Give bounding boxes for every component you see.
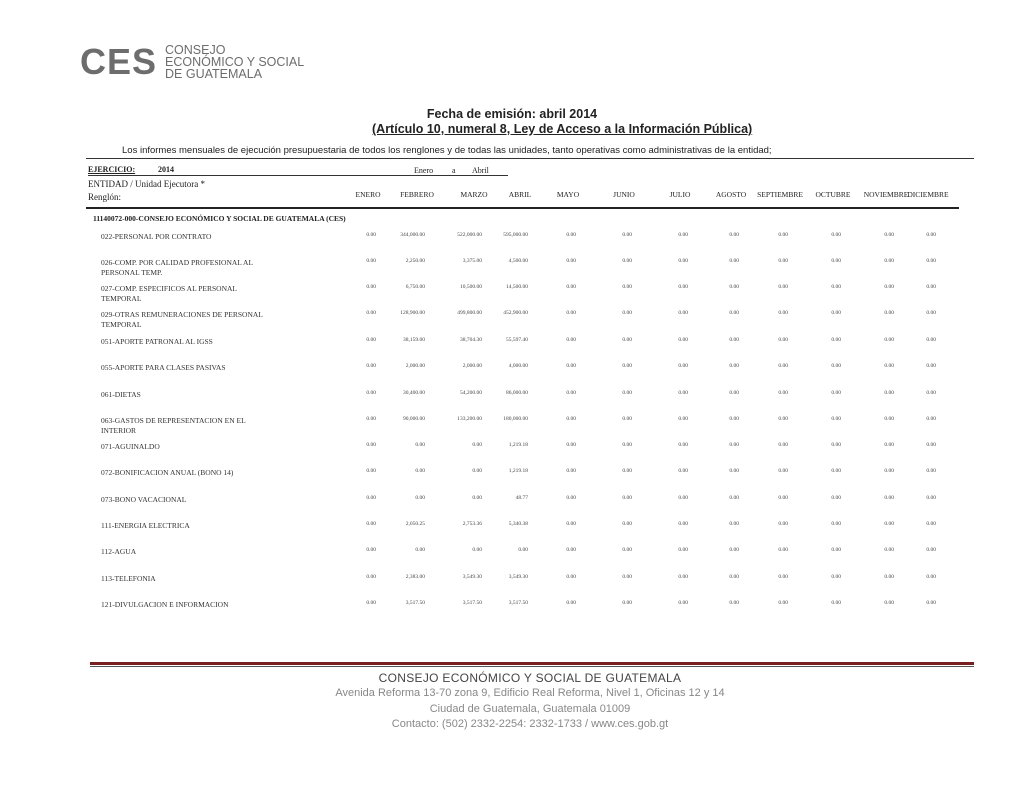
table-cell: 0.00 bbox=[678, 258, 688, 264]
table-cell: 0.00 bbox=[415, 468, 425, 474]
row-label: 022-PERSONAL POR CONTRATO bbox=[101, 232, 212, 241]
table-cell: 0.00 bbox=[366, 600, 376, 606]
table-cell: 0.00 bbox=[366, 284, 376, 290]
period-separator: a bbox=[452, 166, 456, 175]
table-cell: 3,549.30 bbox=[462, 574, 482, 580]
table-cell: 2,383.00 bbox=[405, 574, 425, 580]
table-cell: 128,900.00 bbox=[400, 310, 425, 316]
table-cell: 0.00 bbox=[366, 547, 376, 553]
table-cell: 0.00 bbox=[729, 390, 739, 396]
table-cell: 0.00 bbox=[622, 547, 632, 553]
table-cell: 0.00 bbox=[778, 547, 788, 553]
table-cell: 48.77 bbox=[515, 495, 528, 501]
table-row bbox=[0, 600, 1024, 609]
table-cell: 0.00 bbox=[729, 495, 739, 501]
table-cell: 0.00 bbox=[415, 442, 425, 448]
table-cell: 0.00 bbox=[831, 547, 841, 553]
table-cell: 0.00 bbox=[729, 337, 739, 343]
divider bbox=[86, 158, 974, 159]
table-cell: 0.00 bbox=[566, 284, 576, 290]
table-cell: 0.00 bbox=[566, 547, 576, 553]
table-cell: 0.00 bbox=[566, 600, 576, 606]
table-cell: 0.00 bbox=[884, 495, 894, 501]
footer-org: CONSEJO ECONÓMICO Y SOCIAL DE GUATEMALA bbox=[378, 671, 682, 685]
table-cell: 3,549.30 bbox=[508, 574, 528, 580]
ejercicio-label: EJERCICIO: bbox=[88, 165, 136, 174]
table-cell: 0.00 bbox=[778, 442, 788, 448]
table-cell: 0.00 bbox=[622, 495, 632, 501]
row-label: 072-BONIFICACION ANUAL (BONO 14) bbox=[101, 468, 234, 477]
document-title: Fecha de emisión: abril 2014 bbox=[426, 107, 598, 121]
row-label: 071-AGUINALDO bbox=[101, 442, 160, 451]
table-cell: 0.00 bbox=[884, 600, 894, 606]
table-cell: 0.00 bbox=[884, 468, 894, 474]
table-cell: 0.00 bbox=[831, 363, 841, 369]
table-cell: 3,517.50 bbox=[508, 600, 528, 606]
row-label: 055-APORTE PARA CLASES PASIVAS bbox=[101, 363, 226, 372]
table-cell: 2,000.00 bbox=[405, 363, 425, 369]
row-label: 063-GASTOS DE REPRESENTACION EN EL INTERIOR bbox=[101, 416, 246, 435]
row-label: 073-BONO VACACIONAL bbox=[101, 495, 187, 504]
table-row bbox=[0, 416, 1024, 435]
table-row bbox=[0, 547, 1024, 556]
table-cell: 1,219.18 bbox=[508, 442, 528, 448]
table-cell: 0.00 bbox=[566, 521, 576, 527]
table-cell: 0.00 bbox=[678, 442, 688, 448]
month-header: ABRIL bbox=[508, 190, 532, 199]
table-cell: 0.00 bbox=[566, 390, 576, 396]
table-row bbox=[0, 521, 1024, 530]
table-cell: 0.00 bbox=[884, 416, 894, 422]
table-cell: 0.00 bbox=[566, 258, 576, 264]
table-cell: 0.00 bbox=[566, 416, 576, 422]
table-cell: 0.00 bbox=[884, 521, 894, 527]
table-cell: 0.00 bbox=[884, 574, 894, 580]
table-cell: 54,200.00 bbox=[460, 390, 482, 396]
period-from: Enero bbox=[414, 166, 434, 175]
table-cell: 0.00 bbox=[678, 547, 688, 553]
table-row bbox=[0, 337, 1024, 346]
table-cell: 0.00 bbox=[366, 310, 376, 316]
footer-city: Ciudad de Guatemala, Guatemala 01009 bbox=[429, 703, 631, 715]
table-cell: 0.00 bbox=[926, 547, 936, 553]
table-cell: 0.00 bbox=[366, 363, 376, 369]
row-label: 121-DIVULGACION E INFORMACION bbox=[101, 600, 229, 609]
table-cell: 5,340.38 bbox=[508, 521, 528, 527]
table-cell: 6,750.00 bbox=[405, 284, 425, 290]
row-label: 112-AGUA bbox=[101, 547, 137, 556]
table-cell: 90,000.00 bbox=[403, 416, 425, 422]
month-header: ENERO bbox=[355, 190, 381, 199]
table-row bbox=[0, 390, 1024, 399]
month-header: OCTUBRE bbox=[815, 190, 851, 199]
period-to: Abril bbox=[472, 166, 489, 175]
footer-divider bbox=[90, 662, 974, 665]
table-cell: 0.00 bbox=[831, 468, 841, 474]
row-label: 113-TELEFONIA bbox=[101, 574, 156, 583]
table-row bbox=[0, 495, 1024, 504]
document-subtitle: (Artículo 10, numeral 8, Ley de Acceso a la Información Pública) bbox=[372, 122, 753, 136]
logo-line-2: ECONÓMICO Y SOCIAL bbox=[165, 55, 305, 69]
table-cell: 0.00 bbox=[778, 284, 788, 290]
table-cell: 499,800.00 bbox=[457, 310, 482, 316]
table-cell: 0.00 bbox=[622, 284, 632, 290]
table-cell: 0.00 bbox=[366, 258, 376, 264]
table-row bbox=[0, 442, 1024, 451]
table-cell: 0.00 bbox=[678, 390, 688, 396]
table-cell: 0.00 bbox=[884, 390, 894, 396]
divider bbox=[88, 175, 508, 176]
table-cell: 2,753.36 bbox=[462, 521, 482, 527]
table-cell: 0.00 bbox=[831, 521, 841, 527]
month-header: MARZO bbox=[460, 190, 488, 199]
table-cell: 0.00 bbox=[566, 574, 576, 580]
table-cell: 0.00 bbox=[884, 232, 894, 238]
table-cell: 0.00 bbox=[366, 495, 376, 501]
table-cell: 0.00 bbox=[678, 574, 688, 580]
table-cell: 0.00 bbox=[778, 416, 788, 422]
table-cell: 14,500.00 bbox=[506, 284, 528, 290]
footer-address: Avenida Reforma 13-70 zona 9, Edificio Real Reforma, Nivel 1, Oficinas 12 y 14 bbox=[335, 687, 725, 699]
table-cell: 0.00 bbox=[926, 390, 936, 396]
table-cell: 0.00 bbox=[366, 574, 376, 580]
table-cell: 0.00 bbox=[622, 468, 632, 474]
month-header: DICIEMBRE bbox=[907, 190, 949, 199]
intro-text: Los informes mensuales de ejecución presupuestaria de todos los renglones y de todas las unidades, tanto operativas como administrativas de la entidad; bbox=[122, 145, 772, 156]
table-cell: 0.00 bbox=[778, 337, 788, 343]
table-row bbox=[0, 468, 1024, 477]
entidad-label: ENTIDAD / Unidad Ejecutora * bbox=[88, 179, 205, 189]
row-label: 111-ENERGIA ELECTRICA bbox=[101, 521, 190, 530]
month-header: MAYO bbox=[556, 190, 580, 199]
table-cell: 0.00 bbox=[729, 284, 739, 290]
table-cell: 0.00 bbox=[566, 310, 576, 316]
table-cell: 0.00 bbox=[778, 574, 788, 580]
table-cell: 0.00 bbox=[926, 232, 936, 238]
table-cell: 0.00 bbox=[566, 442, 576, 448]
month-header: AGOSTO bbox=[715, 190, 747, 199]
table-cell: 0.00 bbox=[729, 232, 739, 238]
table-cell: 0.00 bbox=[366, 468, 376, 474]
table-cell: 0.00 bbox=[831, 416, 841, 422]
table-cell: 0.00 bbox=[778, 521, 788, 527]
row-label: 027-COMP. ESPECIFICOS AL PERSONAL TEMPORAL bbox=[101, 284, 237, 303]
table-cell: 0.00 bbox=[926, 442, 936, 448]
table-cell: 0.00 bbox=[472, 547, 482, 553]
table-cell: 0.00 bbox=[622, 574, 632, 580]
table-cell: 133,200.00 bbox=[457, 416, 482, 422]
table-cell: 86,000.00 bbox=[506, 390, 528, 396]
table-cell: 0.00 bbox=[729, 468, 739, 474]
table-cell: 2,000.00 bbox=[462, 363, 482, 369]
table-cell: 0.00 bbox=[926, 495, 936, 501]
table-cell: 0.00 bbox=[366, 390, 376, 396]
table-cell: 0.00 bbox=[678, 284, 688, 290]
month-header: FEBRERO bbox=[400, 190, 434, 199]
table-cell: 0.00 bbox=[926, 258, 936, 264]
table-cell: 0.00 bbox=[729, 258, 739, 264]
table-cell: 0.00 bbox=[366, 521, 376, 527]
table-cell: 0.00 bbox=[884, 337, 894, 343]
table-cell: 0.00 bbox=[472, 442, 482, 448]
table-cell: 3,375.00 bbox=[462, 258, 482, 264]
divider bbox=[86, 207, 959, 209]
table-cell: 0.00 bbox=[729, 363, 739, 369]
table-cell: 0.00 bbox=[884, 442, 894, 448]
table-cell: 0.00 bbox=[366, 232, 376, 238]
table-row bbox=[0, 574, 1024, 583]
logo-text bbox=[165, 44, 304, 80]
table-cell: 0.00 bbox=[831, 390, 841, 396]
table-cell: 0.00 bbox=[566, 232, 576, 238]
table-cell: 38,704.30 bbox=[460, 337, 482, 343]
row-label: 029-OTRAS REMUNERACIONES DE PERSONAL TEMPORAL bbox=[101, 310, 263, 329]
table-cell: 0.00 bbox=[729, 521, 739, 527]
footer-divider bbox=[90, 666, 974, 667]
table-cell: 0.00 bbox=[729, 310, 739, 316]
logo-line-1: CONSEJO bbox=[165, 43, 226, 57]
table-cell: 0.00 bbox=[622, 600, 632, 606]
month-header: NOVIEMBRE bbox=[863, 190, 909, 199]
table-cell: 0.00 bbox=[415, 495, 425, 501]
row-label: 051-APORTE PATRONAL AL IGSS bbox=[101, 337, 213, 346]
month-header: SEPTIEMBRE bbox=[757, 190, 803, 199]
table-cell: 0.00 bbox=[831, 258, 841, 264]
table-row bbox=[0, 284, 1024, 303]
table-cell: 0.00 bbox=[678, 600, 688, 606]
table-cell: 0.00 bbox=[366, 442, 376, 448]
row-label: 061-DIETAS bbox=[101, 390, 141, 399]
table-cell: 0.00 bbox=[831, 574, 841, 580]
table-cell: 0.00 bbox=[831, 310, 841, 316]
table-cell: 0.00 bbox=[622, 390, 632, 396]
table-cell: 0.00 bbox=[678, 521, 688, 527]
table-cell: 0.00 bbox=[729, 416, 739, 422]
table-cell: 0.00 bbox=[926, 574, 936, 580]
table-cell: 0.00 bbox=[884, 363, 894, 369]
table-cell: 0.00 bbox=[926, 284, 936, 290]
table-cell: 3,517.50 bbox=[462, 600, 482, 606]
footer-contact: Contacto: (502) 2332-2254: 2332-1733 / www.ces.gob.gt bbox=[391, 718, 669, 730]
table-cell: 0.00 bbox=[884, 258, 894, 264]
table-row bbox=[0, 310, 1024, 329]
table-cell: 0.00 bbox=[566, 468, 576, 474]
table-cell: 38,159.00 bbox=[403, 337, 425, 343]
table-cell: 0.00 bbox=[678, 310, 688, 316]
table-cell: 0.00 bbox=[678, 232, 688, 238]
table-cell: 0.00 bbox=[884, 547, 894, 553]
table-cell: 2,050.25 bbox=[405, 521, 425, 527]
table-cell: 0.00 bbox=[622, 232, 632, 238]
table-cell: 522,000.00 bbox=[457, 232, 482, 238]
table-cell: 180,000.00 bbox=[503, 416, 528, 422]
table-cell: 344,000.00 bbox=[400, 232, 425, 238]
ejercicio-year: 2014 bbox=[158, 165, 174, 174]
table-cell: 0.00 bbox=[778, 258, 788, 264]
table-cell: 0.00 bbox=[622, 258, 632, 264]
month-header: JUNIO bbox=[613, 190, 635, 199]
table-cell: 0.00 bbox=[622, 310, 632, 316]
table-cell: 0.00 bbox=[472, 468, 482, 474]
table-cell: 0.00 bbox=[926, 310, 936, 316]
table-cell: 0.00 bbox=[366, 337, 376, 343]
table-cell: 0.00 bbox=[622, 521, 632, 527]
ces-logo bbox=[80, 41, 305, 82]
table-cell: 30,400.00 bbox=[403, 390, 425, 396]
table-cell: 0.00 bbox=[778, 495, 788, 501]
table-cell: 0.00 bbox=[678, 363, 688, 369]
table-cell: 0.00 bbox=[415, 547, 425, 553]
table-cell: 2,250.00 bbox=[405, 258, 425, 264]
table-cell: 0.00 bbox=[831, 284, 841, 290]
table-cell: 0.00 bbox=[831, 232, 841, 238]
table-cell: 55,597.40 bbox=[506, 337, 528, 343]
table-cell: 0.00 bbox=[366, 416, 376, 422]
table-cell: 0.00 bbox=[778, 363, 788, 369]
table-cell: 0.00 bbox=[778, 468, 788, 474]
entity-name: 11140072-000-CONSEJO ECONÓMICO Y SOCIAL DE GUATEMALA (CES) bbox=[93, 214, 346, 223]
table-cell: 0.00 bbox=[566, 495, 576, 501]
table-row bbox=[0, 258, 1024, 277]
table-row bbox=[0, 363, 1024, 372]
table-cell: 0.00 bbox=[729, 574, 739, 580]
table-cell: 10,500.00 bbox=[460, 284, 482, 290]
table-cell: 0.00 bbox=[926, 416, 936, 422]
table-cell: 452,900.00 bbox=[503, 310, 528, 316]
table-cell: 0.00 bbox=[622, 442, 632, 448]
table-cell: 0.00 bbox=[678, 337, 688, 343]
table-cell: 0.00 bbox=[518, 547, 528, 553]
table-cell: 0.00 bbox=[831, 600, 841, 606]
table-cell: 0.00 bbox=[926, 600, 936, 606]
table-row bbox=[0, 232, 1024, 241]
table-cell: 0.00 bbox=[831, 337, 841, 343]
table-cell: 4,500.00 bbox=[508, 258, 528, 264]
table-cell: 0.00 bbox=[566, 363, 576, 369]
table-cell: 0.00 bbox=[622, 363, 632, 369]
table-cell: 0.00 bbox=[778, 600, 788, 606]
table-cell: 0.00 bbox=[566, 337, 576, 343]
table-cell: 0.00 bbox=[778, 390, 788, 396]
table-cell: 0.00 bbox=[472, 495, 482, 501]
table-cell: 0.00 bbox=[678, 495, 688, 501]
table-cell: 0.00 bbox=[831, 442, 841, 448]
table-cell: 0.00 bbox=[622, 337, 632, 343]
logo-mark: CES bbox=[80, 41, 158, 82]
table-cell: 4,000.00 bbox=[508, 363, 528, 369]
table-cell: 3,517.50 bbox=[405, 600, 425, 606]
table-cell: 595,000.00 bbox=[503, 232, 528, 238]
table-cell: 0.00 bbox=[884, 284, 894, 290]
table-cell: 0.00 bbox=[884, 310, 894, 316]
table-cell: 0.00 bbox=[831, 495, 841, 501]
table-cell: 0.00 bbox=[778, 232, 788, 238]
table-cell: 0.00 bbox=[926, 363, 936, 369]
table-cell: 0.00 bbox=[729, 442, 739, 448]
table-cell: 0.00 bbox=[678, 468, 688, 474]
row-label: 026-COMP. POR CALIDAD PROFESIONAL AL PERSONAL TEMP. bbox=[101, 258, 254, 277]
table-cell: 1,219.18 bbox=[508, 468, 528, 474]
table-cell: 0.00 bbox=[926, 337, 936, 343]
table-cell: 0.00 bbox=[926, 468, 936, 474]
table-cell: 0.00 bbox=[778, 310, 788, 316]
table-cell: 0.00 bbox=[622, 416, 632, 422]
table-cell: 0.00 bbox=[729, 600, 739, 606]
table-cell: 0.00 bbox=[678, 416, 688, 422]
logo-line-3: DE GUATEMALA bbox=[165, 67, 263, 81]
table-cell: 0.00 bbox=[926, 521, 936, 527]
table-cell: 0.00 bbox=[729, 547, 739, 553]
renglon-label: Renglón: bbox=[88, 192, 121, 202]
month-header: JULIO bbox=[669, 190, 691, 199]
